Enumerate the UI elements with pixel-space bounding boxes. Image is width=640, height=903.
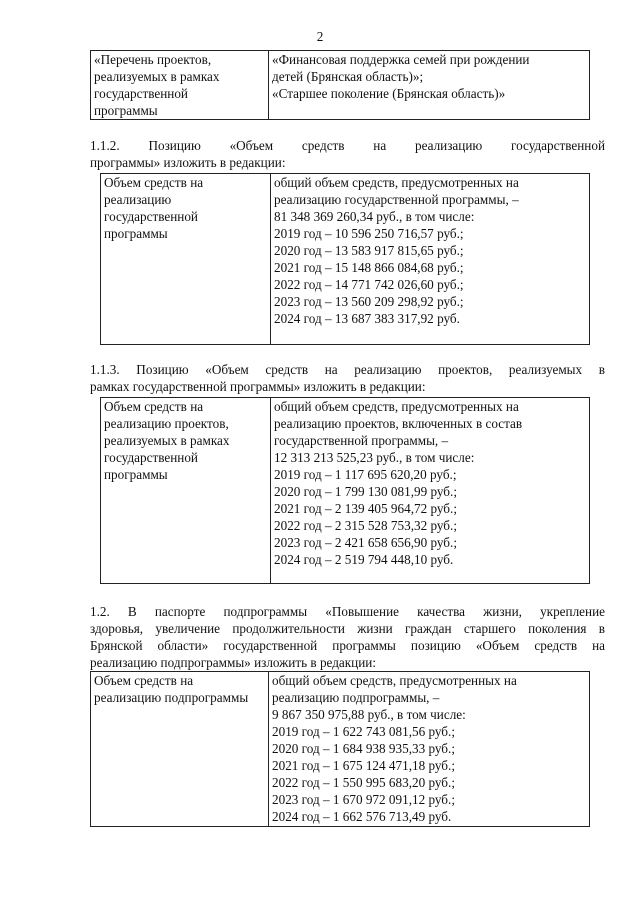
cell-line: реализуемых в рамках <box>104 433 230 448</box>
cell-line: 2024 год – 1 662 576 713,49 руб. <box>272 809 452 824</box>
paragraph-line: программы» изложить в редакции: <box>90 155 286 170</box>
table-row <box>101 398 590 584</box>
projects-list-table <box>90 50 590 120</box>
cell-line: общий объем средств, предусмотренных на <box>274 175 519 190</box>
subprogram-funding-label-cell <box>91 672 269 827</box>
paragraph-line: 1.1.3. Позицию «Объем средств на реализацию проектов, реализуемых в <box>90 362 605 377</box>
cell-line: 2022 год – 2 315 528 753,32 руб.; <box>274 518 457 533</box>
cell-line: программы <box>104 226 168 241</box>
cell-line: 2020 год – 1 799 130 081,99 руб.; <box>274 484 457 499</box>
paragraph-line: 1.1.2. Позицию «Объем средств на реализацию государственной <box>90 138 605 153</box>
paragraph-line: рамках государственной программы» изложить в редакции: <box>90 379 426 394</box>
program-funding-table <box>100 173 590 345</box>
page-number: 2 <box>316 29 324 44</box>
table-row <box>91 51 590 120</box>
cell-line: государственной <box>104 209 198 224</box>
cell-line: реализацию подпрограммы, – <box>272 690 440 705</box>
cell-line: реализацию государственной программы, – <box>274 192 519 207</box>
cell-line: Объем средств на <box>104 175 204 190</box>
cell-line: 2023 год – 2 421 658 656,90 руб.; <box>274 535 457 550</box>
cell-line: реализацию подпрограммы <box>94 690 249 705</box>
cell-line: 2022 год – 1 550 995 683,20 руб.; <box>272 775 455 790</box>
projects-list-value-cell <box>269 51 590 120</box>
cell-line: 2023 год – 1 670 972 091,12 руб.; <box>272 792 455 807</box>
projects-funding-table <box>100 397 590 584</box>
cell-line: 2024 год – 13 687 383 317,92 руб. <box>274 311 460 326</box>
program-funding-value-cell <box>271 174 590 345</box>
projects-list-label-cell <box>91 51 269 120</box>
cell-line: 2021 год – 15 148 866 084,68 руб.; <box>274 260 464 275</box>
table-row <box>91 672 590 827</box>
table-row <box>101 174 590 345</box>
cell-line: 2020 год – 1 684 938 935,33 руб.; <box>272 741 455 756</box>
subprogram-funding-table <box>90 671 590 827</box>
cell-line: государственной <box>104 450 198 465</box>
cell-line: 9 867 350 975,88 руб., в том числе: <box>272 707 466 722</box>
cell-line: 81 348 369 260,34 руб., в том числе: <box>274 209 475 224</box>
paragraph-1-2 <box>90 603 605 671</box>
cell-line: 2019 год – 10 596 250 716,57 руб.; <box>274 226 464 241</box>
cell-line: общий объем средств, предусмотренных на <box>274 399 519 414</box>
paragraph-line: реализацию подпрограммы» изложить в редакции: <box>90 655 377 670</box>
paragraph-1-1-2 <box>90 137 605 171</box>
subprogram-funding-value-cell <box>269 672 590 827</box>
cell-line: 2021 год – 1 675 124 471,18 руб.; <box>272 758 455 773</box>
cell-line: 2019 год – 1 117 695 620,20 руб.; <box>274 467 457 482</box>
cell-line: 2019 год – 1 622 743 081,56 руб.; <box>272 724 455 739</box>
cell-line: реализуемых в рамках <box>94 69 220 84</box>
cell-line: реализацию проектов, включенных в состав <box>274 416 523 431</box>
cell-line: 2020 год – 13 583 917 815,65 руб.; <box>274 243 464 258</box>
paragraph-line: здоровья, увеличение продолжительности жизни граждан старшего поколения в <box>90 621 605 636</box>
cell-line: реализацию проектов, <box>104 416 229 431</box>
paragraph-1-1-3 <box>90 361 605 395</box>
projects-funding-value-cell <box>271 398 590 584</box>
cell-line: реализацию <box>104 192 172 207</box>
paragraph-line: 1.2. В паспорте подпрограммы «Повышение качества жизни, укрепление <box>90 604 605 619</box>
cell-line: «Финансовая поддержка семей при рождении <box>272 52 530 67</box>
cell-line: детей (Брянская область)»; <box>272 69 424 84</box>
cell-line: общий объем средств, предусмотренных на <box>272 673 517 688</box>
cell-line: Объем средств на <box>94 673 194 688</box>
paragraph-line: Брянской области» государственной программы позицию «Объем средств на <box>90 638 605 653</box>
cell-line: 2024 год – 2 519 794 448,10 руб. <box>274 552 454 567</box>
cell-line: «Перечень проектов, <box>94 52 212 67</box>
cell-line: «Старшее поколение (Брянская область)» <box>272 86 506 101</box>
cell-line: государственной программы, – <box>274 433 449 448</box>
cell-line: 2023 год – 13 560 209 298,92 руб.; <box>274 294 464 309</box>
cell-line: программы <box>104 467 168 482</box>
cell-line: Объем средств на <box>104 399 204 414</box>
cell-line: 2022 год – 14 771 742 026,60 руб.; <box>274 277 464 292</box>
cell-line: программы <box>94 103 158 118</box>
cell-line: государственной <box>94 86 188 101</box>
program-funding-label-cell <box>101 174 271 345</box>
cell-line: 12 313 213 525,23 руб., в том числе: <box>274 450 475 465</box>
cell-line: 2021 год – 2 139 405 964,72 руб.; <box>274 501 457 516</box>
projects-funding-label-cell <box>101 398 271 584</box>
